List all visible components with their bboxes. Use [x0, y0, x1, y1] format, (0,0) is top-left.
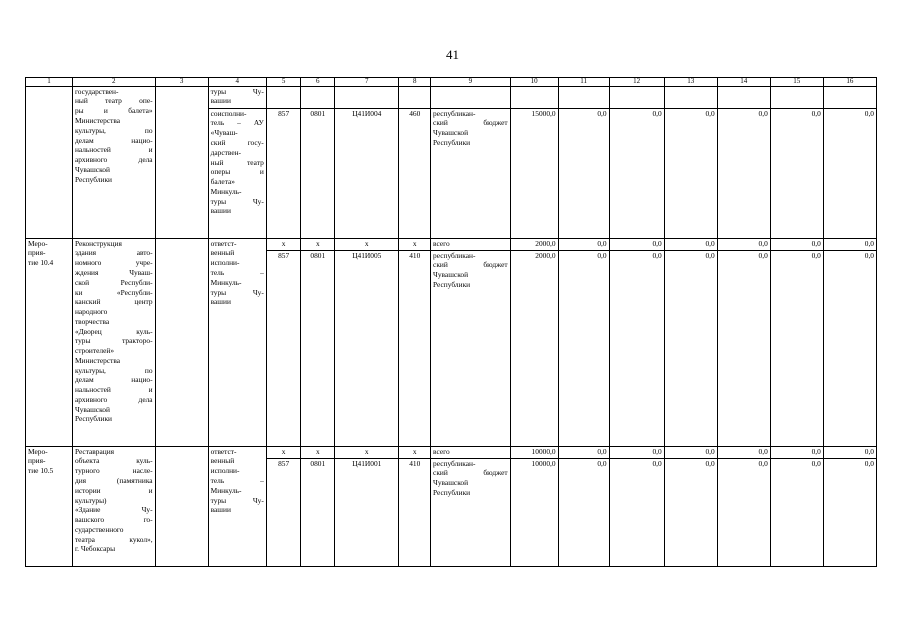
cell-line: Реставрация — [74, 446, 115, 456]
executor-cell — [208, 86, 266, 108]
value-cell: 0,0 — [770, 108, 823, 238]
cell-line: венный — [210, 456, 235, 466]
code-cell: 410 — [399, 250, 431, 446]
cell-line: ский бюджет — [433, 468, 508, 478]
empty-cell — [301, 86, 335, 108]
executor-cell — [208, 238, 266, 446]
cell-line: Реконструкция — [74, 238, 122, 248]
value-cell: 0,0 — [558, 238, 609, 250]
cell-line: культуры) — [74, 495, 107, 505]
measure-cell — [26, 238, 73, 446]
code-cell: Ц41И001 — [335, 458, 399, 566]
value-cell: 0,0 — [664, 250, 717, 446]
value-cell: 0,0 — [558, 446, 609, 458]
code-cell: х — [335, 446, 399, 458]
cell-line: ры и балета» — [74, 106, 153, 116]
cell-line: строителей» — [74, 346, 115, 356]
value-cell: 0,0 — [664, 446, 717, 458]
empty-cell — [510, 86, 558, 108]
cell-line: тель – — [210, 267, 264, 277]
empty-cell — [431, 86, 511, 108]
measure-name-cell — [72, 238, 155, 446]
value-cell: 10000,0 — [510, 446, 558, 458]
cell-line: ждения Чуваш- — [74, 267, 153, 277]
source-cell: всего — [431, 446, 511, 458]
code-cell: х — [266, 446, 301, 458]
cell-line: государствен- — [74, 86, 119, 96]
column-header: 8 — [399, 78, 431, 87]
empty-cell — [155, 446, 208, 566]
value-cell: 0,0 — [823, 238, 876, 250]
cell-line: прия- — [28, 456, 46, 466]
column-header: 15 — [770, 78, 823, 87]
cell-line: турного насле- — [74, 466, 153, 476]
value-cell: 0,0 — [770, 446, 823, 458]
cell-line: ный театр — [210, 157, 264, 167]
column-header: 6 — [301, 78, 335, 87]
cell-line: туры тракторо- — [74, 336, 153, 346]
cell-line: Минкуль- — [210, 186, 242, 196]
cell-line: вашии — [210, 206, 231, 216]
cell-line: республикан- — [433, 458, 476, 468]
page-number: 41 — [446, 47, 459, 62]
cell-line: вашии — [210, 96, 231, 106]
value-cell: 0,0 — [609, 250, 664, 446]
cell-line: Чувашской — [433, 478, 469, 488]
cell-line: вашии — [210, 505, 231, 515]
cell-line: туры Чу- — [210, 196, 264, 206]
column-header: 9 — [431, 78, 511, 87]
empty-cell — [823, 86, 876, 108]
cell-line: Меро- — [28, 446, 48, 456]
value-cell: 0,0 — [823, 458, 876, 566]
cell-line: Чувашской — [433, 270, 469, 280]
empty-cell — [609, 86, 664, 108]
code-cell: х — [335, 238, 399, 250]
value-cell: 0,0 — [717, 108, 770, 238]
column-header: 2 — [72, 78, 155, 87]
value-cell: 2000,0 — [510, 238, 558, 250]
column-header: 7 — [335, 78, 399, 87]
column-header: 10 — [510, 78, 558, 87]
value-cell: 2000,0 — [510, 250, 558, 446]
cell-line: г. Чебоксары — [74, 544, 116, 554]
table-row — [26, 238, 877, 250]
value-cell: 0,0 — [770, 458, 823, 566]
cell-line: архивного дела — [74, 394, 153, 404]
measure-cell — [26, 446, 73, 566]
value-cell: 0,0 — [823, 250, 876, 446]
column-header: 11 — [558, 78, 609, 87]
cell-line: сударственного — [74, 524, 124, 534]
column-header: 14 — [717, 78, 770, 87]
cell-line: ский госу- — [210, 137, 264, 147]
cell-line: Чувашской — [433, 128, 469, 138]
source-cell — [431, 458, 511, 566]
value-cell: 0,0 — [717, 458, 770, 566]
code-cell: х — [301, 446, 335, 458]
column-header: 12 — [609, 78, 664, 87]
cell-line: номного учре- — [74, 258, 153, 268]
cell-line: ки «Республи- — [74, 287, 153, 297]
cell-line: объекта куль- — [74, 456, 153, 466]
cell-line: нальностей и — [74, 145, 153, 155]
empty-cell — [770, 86, 823, 108]
code-cell: 857 — [266, 250, 301, 446]
value-cell: 0,0 — [770, 238, 823, 250]
cell-line: туры Чу- — [210, 495, 264, 505]
cell-line: культуры, по — [74, 125, 153, 135]
value-cell: 0,0 — [664, 458, 717, 566]
empty-cell — [717, 86, 770, 108]
cell-line: оперы и — [210, 167, 264, 177]
code-cell: х — [399, 446, 431, 458]
value-cell: 0,0 — [664, 238, 717, 250]
cell-line: республикан- — [433, 108, 476, 118]
executor-cell — [208, 108, 266, 238]
code-cell: 460 — [399, 108, 431, 238]
code-cell: 857 — [266, 108, 301, 238]
cell-line: народного — [74, 307, 108, 317]
cell-line: Минкуль- — [210, 277, 242, 287]
cell-line: Министерства — [74, 115, 121, 125]
cell-line: делам нацио- — [74, 375, 153, 385]
value-cell: 0,0 — [609, 446, 664, 458]
code-cell: 0801 — [301, 458, 335, 566]
cell-line: Чувашской — [74, 404, 110, 414]
value-cell: 0,0 — [823, 108, 876, 238]
budget-table — [25, 77, 877, 567]
value-cell: 0,0 — [823, 446, 876, 458]
code-cell: х — [266, 238, 301, 250]
cell-line: тель – — [210, 475, 264, 485]
column-header: 1 — [26, 78, 73, 87]
cell-line: туры Чу- — [210, 86, 264, 96]
measure-name-cell — [72, 446, 155, 566]
cell-line: ответст- — [210, 446, 237, 456]
cell-line: «Чуваш- — [210, 128, 238, 138]
value-cell: 0,0 — [717, 250, 770, 446]
source-cell — [431, 108, 511, 238]
cell-line: дарствен- — [210, 147, 242, 157]
cell-line: Республики — [74, 174, 113, 184]
empty-cell — [155, 238, 208, 446]
column-header: 5 — [266, 78, 301, 87]
value-cell: 0,0 — [770, 250, 823, 446]
cell-line: здания авто- — [74, 248, 153, 258]
value-cell: 0,0 — [664, 108, 717, 238]
cell-line: Меро- — [28, 238, 48, 248]
empty-cell — [664, 86, 717, 108]
cell-line: вашии — [210, 297, 231, 307]
cell-line: соисполни- — [210, 108, 247, 118]
value-cell: 10000,0 — [510, 458, 558, 566]
cell-line: исполни- — [210, 466, 240, 476]
cell-line: Республики — [433, 487, 471, 497]
empty-cell — [558, 86, 609, 108]
empty-cell — [155, 86, 208, 238]
cell-line: исполни- — [210, 258, 240, 268]
cell-line: тель – АУ — [210, 118, 264, 128]
cell-line: ный театр опе- — [74, 96, 153, 106]
code-cell: 0801 — [301, 108, 335, 238]
value-cell: 0,0 — [717, 446, 770, 458]
column-header: 16 — [823, 78, 876, 87]
value-cell: 0,0 — [609, 238, 664, 250]
cell-line: ский бюджет — [433, 260, 508, 270]
code-cell: 410 — [399, 458, 431, 566]
executor-cell — [208, 446, 266, 566]
cell-line: ответст- — [210, 238, 237, 248]
cell-line: тие 10.4 — [28, 258, 54, 268]
cell-line: Республики — [433, 279, 471, 289]
code-cell: 0801 — [301, 250, 335, 446]
cell-line: Чувашской — [74, 164, 110, 174]
cell-line: Республики — [74, 414, 113, 424]
value-cell: 0,0 — [558, 458, 609, 566]
cell-line: вашского го- — [74, 515, 153, 525]
cell-line: прия- — [28, 248, 46, 258]
cell-line: «Здание Чу- — [74, 505, 153, 515]
cell-line: культуры, по — [74, 365, 153, 375]
code-cell: Ц41И005 — [335, 250, 399, 446]
value-cell: 0,0 — [558, 108, 609, 238]
cell-line: Министерства — [74, 355, 121, 365]
cell-line: дия (памятника — [74, 475, 153, 485]
cell-line: республикан- — [433, 250, 476, 260]
value-cell: 0,0 — [609, 458, 664, 566]
code-cell: Ц41И004 — [335, 108, 399, 238]
cell-line: ский бюджет — [433, 118, 508, 128]
measure-cell — [26, 86, 73, 238]
header-row — [26, 78, 877, 87]
cell-line: архивного дела — [74, 155, 153, 165]
code-cell: х — [399, 238, 431, 250]
cell-line: туры Чу- — [210, 287, 264, 297]
empty-cell — [266, 86, 301, 108]
code-cell: х — [301, 238, 335, 250]
value-cell: 0,0 — [717, 238, 770, 250]
cell-line: балета» — [210, 177, 235, 187]
cell-line: ской Республи- — [74, 277, 153, 287]
table-row — [26, 446, 877, 458]
code-cell: 857 — [266, 458, 301, 566]
empty-cell — [335, 86, 399, 108]
cell-line: делам нацио- — [74, 135, 153, 145]
cell-line: нальностей и — [74, 385, 153, 395]
column-header: 13 — [664, 78, 717, 87]
cell-line: Минкуль- — [210, 485, 242, 495]
cell-line: творчества — [74, 316, 110, 326]
value-cell: 0,0 — [609, 108, 664, 238]
cell-line: «Дворец куль- — [74, 326, 153, 336]
cell-line: тие 10.5 — [28, 466, 54, 476]
cell-line: канский центр — [74, 297, 153, 307]
value-cell: 15000,0 — [510, 108, 558, 238]
source-cell: всего — [431, 238, 511, 250]
column-header: 3 — [155, 78, 208, 87]
cell-line: Республики — [433, 137, 471, 147]
column-header: 4 — [208, 78, 266, 87]
cell-line: театра кукол», — [74, 534, 153, 544]
source-cell — [431, 250, 511, 446]
empty-cell — [399, 86, 431, 108]
cell-line: истории и — [74, 485, 153, 495]
table-row — [26, 86, 877, 108]
cell-line: венный — [210, 248, 235, 258]
value-cell: 0,0 — [558, 250, 609, 446]
measure-name-cell — [72, 86, 155, 238]
